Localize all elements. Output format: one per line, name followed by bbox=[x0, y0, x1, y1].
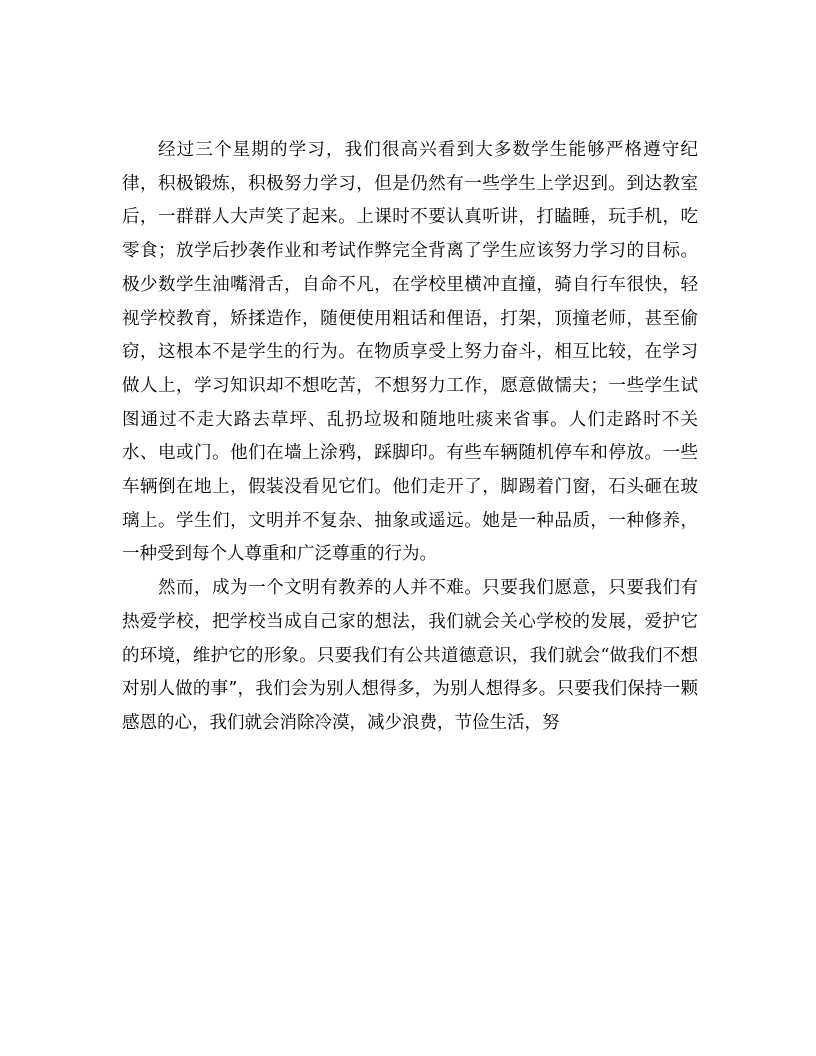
paragraph-1: 经过三个星期的学习，我们很高兴看到大多数学生能够严格遵守纪律，积极锻炼，积极努力学习，但是仍然有一些学生上学迟到。到达教室后，一群群人大声笑了起来。上课时不要认真听讲，打瞌睡，玩手机，吃零食；放学后抄袭作业和考试作弊完全背离了学生应该努力学习的目标。极少数学生油嘴滑舌，自命不凡，在学校里横冲直撞，骑自行车很快，轻视学校教育，矫揉造作，随便使用粗话和俚语，打架，顶撞老师，甚至偷窃，这根本不是学生的行为。在物质享受上努力奋斗，相互比较，在学习做人上，学习知识却不想吃苦，不想努力工作，愿意做懦夫；一些学生试图通过不走大路去草坪、乱扔垃圾和随地吐痰来省事。人们走路时不关水、电或门。他们在墙上涂鸦，踩脚印。有些车辆随机停车和停放。一些车辆倒在地上，假装没看见它们。他们走开了，脚踢着门窗，石头砸在玻璃上。学生们，文明并不复杂、抽象或遥远。她是一种品质，一种修养，一种受到每个人尊重和广泛尊重的行为。 bbox=[122, 140, 698, 565]
document-body bbox=[122, 134, 698, 741]
paragraph-2: 然而，成为一个文明有教养的人并不难。只要我们愿意，只要我们有热爱学校，把学校当成自己家的想法，我们就会关心学校的发展，爱护它的环境，维护它的形象。只要我们有公共道德意识，我们就会“做我们不想对别人做的事”，我们会为别人想得多，为别人想得多。只要我们保持一颗感恩的心，我们就会消除冷漠，减少浪费，节俭生活，努 bbox=[122, 578, 698, 733]
